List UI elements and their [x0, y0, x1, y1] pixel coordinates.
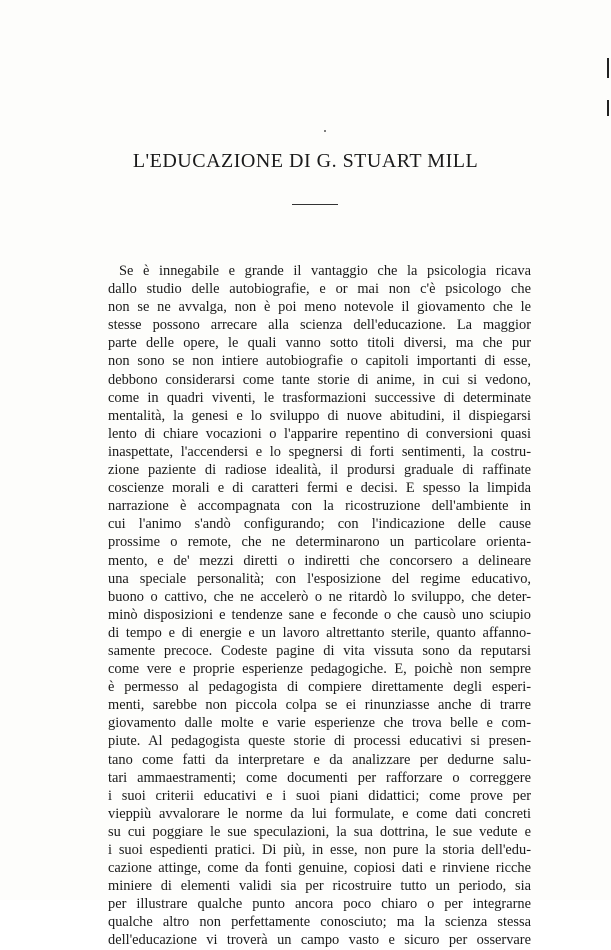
text-line: mento, e de' mezzi diretti o indiretti che concorsero a delineare	[108, 552, 531, 569]
text-line: Se è innegabile e grande il vantaggio che la psicologia ricava	[119, 263, 531, 279]
text-line: dallo studio delle autobiografie, e or mai non c'è psicologo che	[108, 281, 531, 298]
text-line: samente precoce. Codeste pagine di vita vissuta sono da reputarsi	[108, 642, 531, 659]
text-line: cazione attinge, come da fonti genuine, copiosi dati e rinviene ricche	[108, 860, 531, 877]
text-line: i suoi espedienti pratici. Di più, in esse, non pure la storia dell'edu-	[108, 842, 531, 858]
text-line: mentalità, la genesi e lo sviluppo di nuove abitudini, il dispiegarsi	[108, 407, 531, 424]
text-line: di tempo e di energie e un lavoro altrettanto sterile, quanto affanno-	[108, 624, 531, 641]
text-line: su cui poggiare le sue speculazioni, la sua dottrina, le sue vedute e	[108, 823, 531, 840]
text-line: come vere e proprie esperienze pedagogiche. E, poichè non sempre	[108, 661, 531, 678]
text-line: tano come fatti da interpretare e da analizzare per dedurne salu-	[108, 751, 531, 768]
text-line: vieppiù avvalorare le norme da lui formulate, e come dati concreti	[108, 805, 531, 822]
text-line: inaspettate, l'accendersi e lo spegnersi di forti sentimenti, la costru-	[108, 443, 531, 460]
text-line: non se ne avvalga, non è poi meno notevole il giovamento che le	[108, 299, 531, 316]
text-line: piute. Al pedagogista queste storie di processi educativi si presen-	[108, 733, 531, 750]
text-line: una speciale personalità; con l'esposizione del regime educativo,	[108, 570, 531, 587]
text-line: minò disposizioni e tendenze sane e feconde o che causò uno sciupio	[108, 606, 531, 623]
text-line: non sono se non intiere autobiografie o capitoli importanti di esse,	[108, 353, 531, 370]
body-paragraph	[108, 262, 531, 950]
text-line: per illustrare qualche punto ancora poco chiaro o per integrarne	[108, 896, 531, 913]
text-line: stesse possono arrecare alla scienza dell'educazione. La maggior	[108, 317, 531, 334]
text-line: giovamento dalle molte e varie esperienze che trova belle e com-	[108, 715, 531, 732]
text-line: coscienze morali e di caratteri fermi e decisi. E spesso la limpida	[108, 480, 531, 497]
text-line: tari ammaestramenti; come documenti per rafforzare o correggere	[108, 769, 531, 786]
text-line: debbono considerarsi come tante storie di anime, in cui si vedono,	[108, 371, 531, 388]
scan-speck	[324, 130, 326, 132]
text-line: narrazione è accompagnata con la ricostruzione dell'ambiente in	[108, 498, 531, 515]
text-line: miniere di elementi validi sia per ricostruire tutto un periodo, sia	[108, 878, 531, 895]
text-line: qualche altro non perfettamente conosciuto; ma la scienza stessa	[108, 914, 531, 931]
text-line: cui l'animo s'andò configurando; con l'indicazione delle cause	[108, 516, 531, 533]
scan-edge-mark	[607, 100, 609, 116]
text-line: come in quadri viventi, le trasformazioni successive di determinate	[108, 389, 531, 406]
text-line: prossime o remote, che ne determinarono un particolare orienta-	[108, 534, 531, 551]
text-line: dell'educazione vi troverà un campo vasto e sicuro per osservare	[108, 932, 531, 949]
text-line: i suoi criterii educativi e i suoi piani didattici; come prove per	[108, 787, 531, 804]
text-line: lento di chiare vocazioni o l'apparire repentino di conversioni quasi	[108, 425, 531, 442]
text-line: è permesso al pedagogista di compiere direttamente degli esperi-	[108, 679, 531, 696]
title-rule	[292, 204, 338, 205]
text-line: zione paziente di radiose idealità, il prodursi graduale di raffinate	[108, 462, 531, 479]
text-line: menti, sarebbe non piccola colpa se ei rinunziasse anche di trarre	[108, 697, 531, 714]
text-line: buono o cattivo, che ne accelerò o ne ritardò lo sviluppo, che deter-	[108, 588, 531, 605]
scan-edge-mark	[607, 58, 609, 78]
chapter-title: L'EDUCAZIONE DI G. STUART MILL	[132, 150, 479, 172]
text-line: parte delle opere, le quali vanno sotto titoli diversi, ma che pur	[108, 335, 531, 352]
